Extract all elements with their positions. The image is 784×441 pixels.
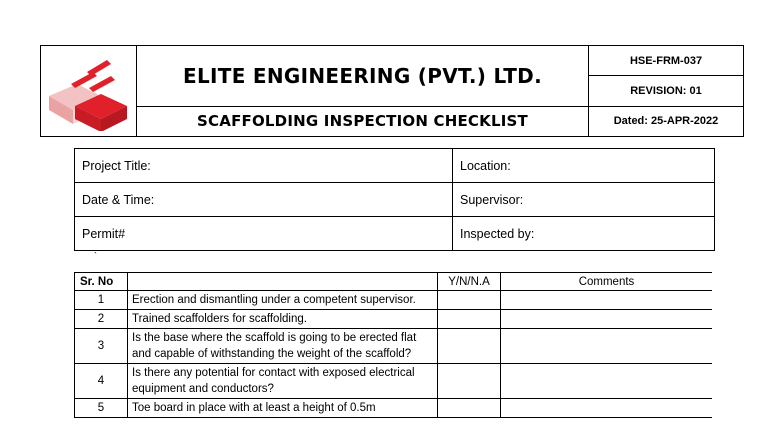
row-item-text: Erection and dismantling under a competent supervisor. bbox=[128, 291, 438, 310]
date-time-field[interactable]: Date & Time: bbox=[75, 183, 453, 217]
logo-cell bbox=[41, 46, 137, 137]
row-yn-cell[interactable] bbox=[438, 364, 501, 399]
row-yn-cell[interactable] bbox=[438, 291, 501, 310]
row-sr-no: 4 bbox=[75, 364, 128, 399]
row-comments-cell[interactable] bbox=[501, 310, 713, 329]
row-item-text: Is there any potential for contact with exposed electrical equipment and conductors? bbox=[128, 364, 438, 399]
document-header bbox=[40, 45, 744, 137]
row-yn-cell[interactable] bbox=[438, 310, 501, 329]
supervisor-field[interactable]: Supervisor: bbox=[453, 183, 715, 217]
inspected-by-field[interactable]: Inspected by: bbox=[453, 217, 715, 251]
location-field[interactable]: Location: bbox=[453, 149, 715, 183]
project-title-field[interactable]: Project Title: bbox=[75, 149, 453, 183]
stray-mark: ` bbox=[94, 251, 97, 261]
company-name: ELITE ENGINEERING (PVT.) LTD. bbox=[137, 46, 589, 107]
table-row bbox=[75, 399, 713, 418]
checklist-container bbox=[74, 272, 712, 441]
row-item-text: Toe board in place with at least a height of 0.5m bbox=[128, 399, 438, 418]
project-info-table bbox=[74, 148, 715, 251]
row-yn-cell[interactable] bbox=[438, 329, 501, 364]
table-row bbox=[75, 291, 713, 310]
header-sr-no: Sr. No bbox=[75, 273, 128, 291]
row-comments-cell[interactable] bbox=[501, 291, 713, 310]
header-comments: Comments bbox=[501, 273, 713, 291]
table-row bbox=[75, 364, 713, 399]
row-sr-no: 3 bbox=[75, 329, 128, 364]
document-title: SCAFFOLDING INSPECTION CHECKLIST bbox=[137, 106, 589, 136]
header-item bbox=[128, 273, 438, 291]
company-logo-icon bbox=[41, 46, 136, 131]
header-yn-na: Y/N/N.A bbox=[438, 273, 501, 291]
row-item-text: Trained scaffolders for scaffolding. bbox=[128, 310, 438, 329]
table-row bbox=[75, 329, 713, 364]
row-comments-cell[interactable] bbox=[501, 399, 713, 418]
row-yn-cell[interactable] bbox=[438, 399, 501, 418]
row-sr-no: 1 bbox=[75, 291, 128, 310]
table-row bbox=[75, 310, 713, 329]
row-sr-no: 5 bbox=[75, 399, 128, 418]
row-sr-no: 2 bbox=[75, 310, 128, 329]
permit-field[interactable]: Permit# bbox=[75, 217, 453, 251]
row-comments-cell[interactable] bbox=[501, 364, 713, 399]
checklist-table bbox=[74, 272, 712, 418]
revision-number: REVISION: 01 bbox=[589, 76, 744, 106]
form-code: HSE-FRM-037 bbox=[589, 46, 744, 76]
row-item-text: Is the base where the scaffold is going to be erected flat and capable of withstanding the weight of the scaffold? bbox=[128, 329, 438, 364]
row-comments-cell[interactable] bbox=[501, 329, 713, 364]
checklist-header-row bbox=[75, 273, 713, 291]
issue-date: Dated: 25-APR-2022 bbox=[589, 106, 744, 136]
